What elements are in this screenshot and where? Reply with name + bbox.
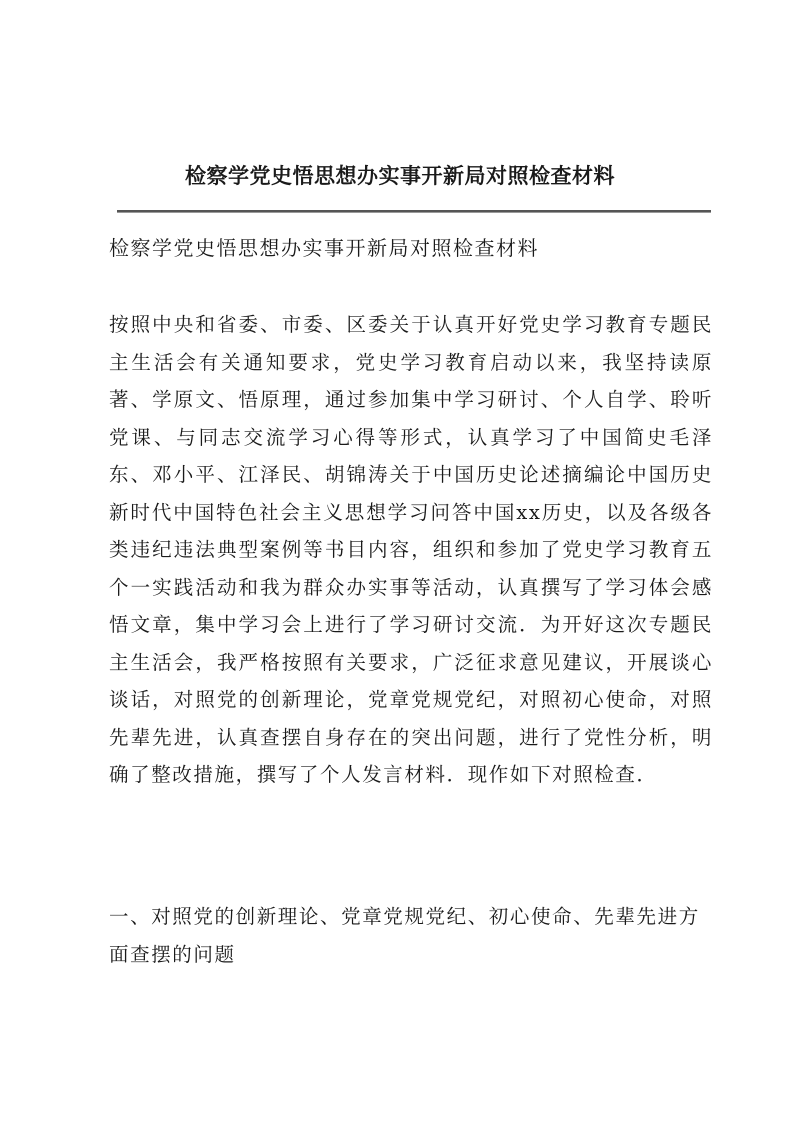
body-paragraph: 按照中央和省委、市委、区委关于认真开好党史学习教育专题民主生活会有关通知要求，党史学习教育启动以来，我坚持读原著、学原文、悟原理，通过参加集中学习研讨、个人自学、聆听党课、与同志交流学习心得等形式，认真学习了中国简史毛泽东、邓小平、江泽民、胡锦涛关于中国历史论述摘编论中国历史新时代中国特色社会主义思想学习问答中国xx历史，以及各级各类违纪违法典型案例等书目内容，组织和参加了党史学习教育五个一实践活动和我为群众办实事等活动，认真撰写了学习体会感悟文章，集中学习会上进行了学习研讨交流．为开好这次专题民主生活会，我严格按照有关要求，广泛征求意见建议，开展谈心谈话，对照党的创新理论，党章党规党纪，对照初心使命，对照先辈先进，认真查摆自身存在的突出问题，进行了党性分析，明确了整改措施，撰写了个人发言材料．现作如下对照检查． xyxy=(109,313,713,786)
document-title: 检察学党史悟思想办实事开新局对照检查材料 xyxy=(185,163,615,188)
title-divider xyxy=(117,210,711,213)
section-heading: 一、对照党的创新理论、党章党规党纪、初心使命、先辈先进方面查摆的问题 xyxy=(109,905,700,966)
document-subtitle: 检察学党史悟思想办实事开新局对照检查材料 xyxy=(109,236,539,260)
